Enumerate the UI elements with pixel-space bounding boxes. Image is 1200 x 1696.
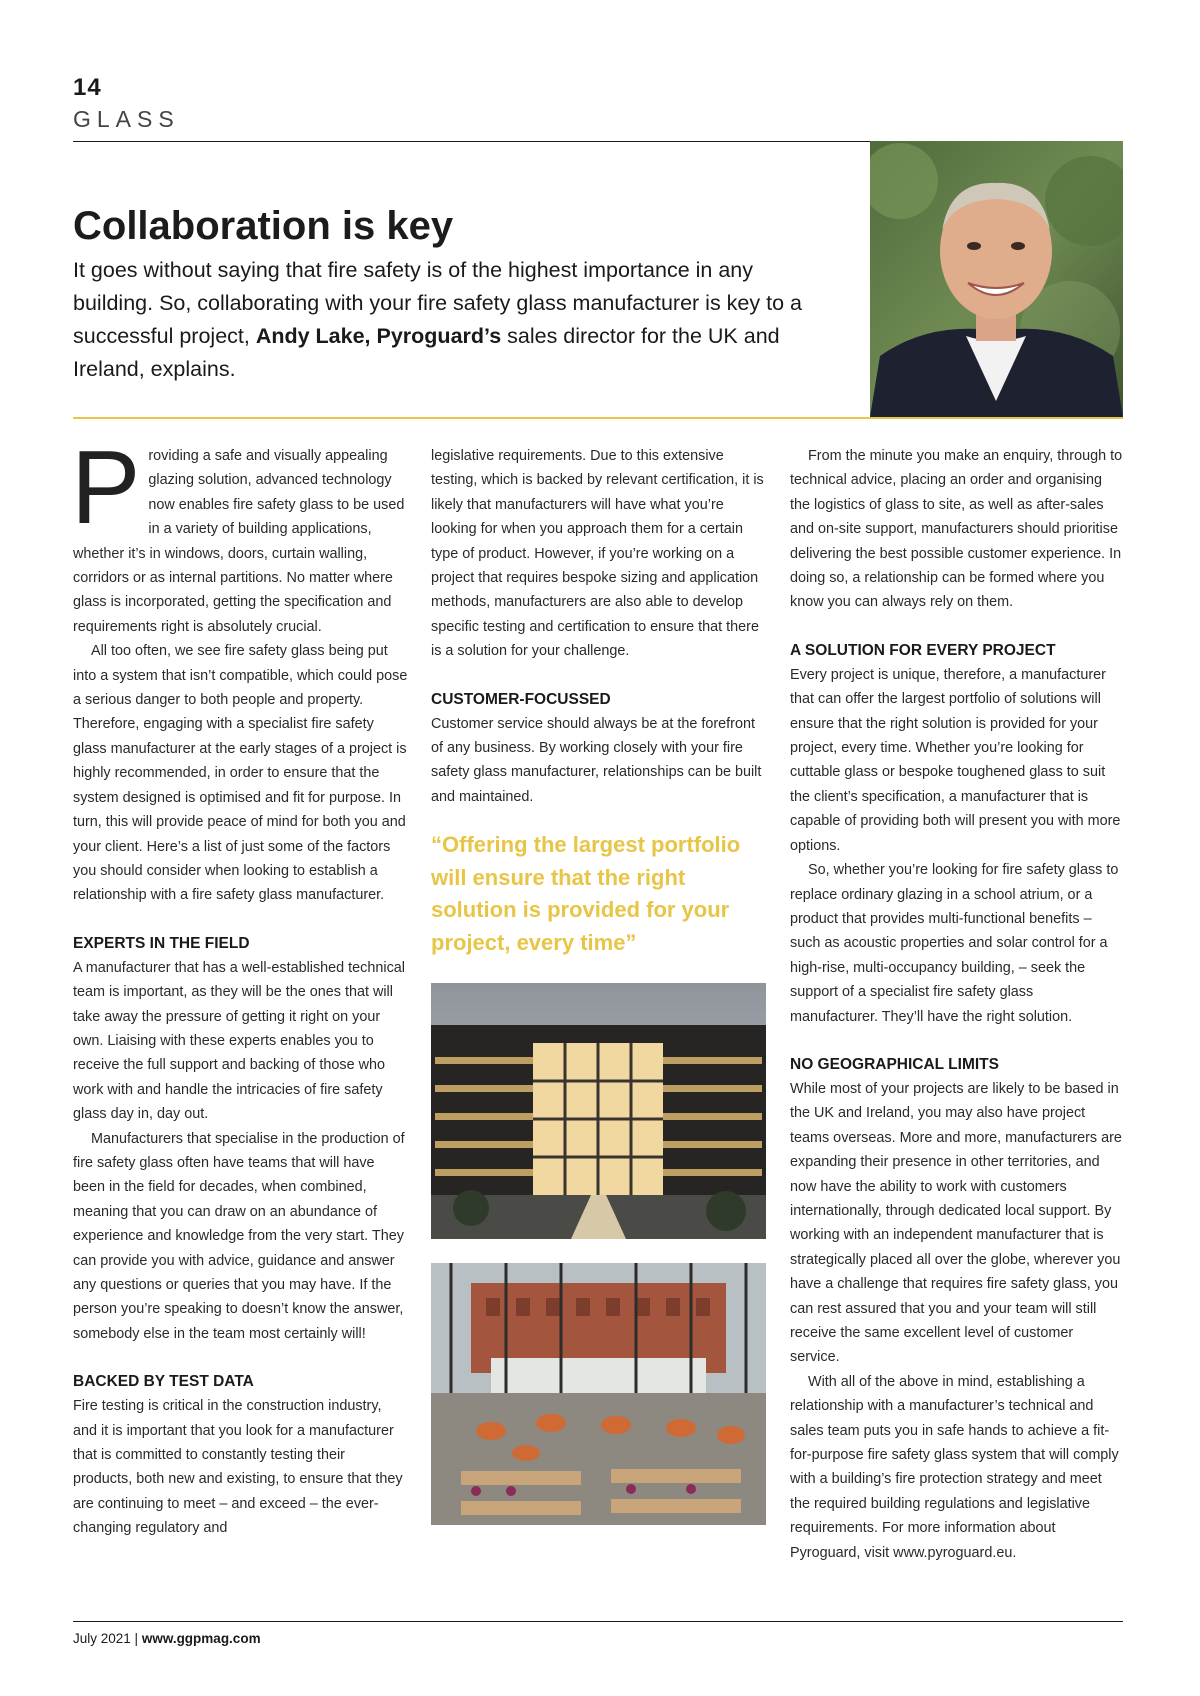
body-paragraph: From the minute you make an enquiry, through to technical advice, placing an order and organising the logistics of glass to site, as well as after-sales and on-site support, manufacturers should prioritise delivering the best possible customer experience. In doing so, a relationship can be formed where you know you can always rely on them. [790,448,1123,611]
article-column-3 [790,444,1125,1565]
section-label: GLASS [73,106,180,132]
page-number: 14 [73,74,102,101]
body-paragraph: With all of the above in mind, establishing a relationship with a manufacturer’s technical and sales team puts you in safe hands to achieve a fit-for-purpose fire safety glass system that will comply with a building’s fire protection strategy and meet the required building regulations and legislative requirements. For more information about Pyroguard, visit www.pyroguard.eu. [790,1373,1119,1561]
body-paragraph: Fire testing is critical in the construction industry, and it is important that you look for a manufacturer that is committed to constantly testing their products, both new and existing, to ensure that they are continuing to meet – and exceed – the ever-changing regulatory and [73,1398,403,1537]
bottom-divider [73,1621,1123,1622]
subheading-solution: A SOLUTION FOR EVERY PROJECT [790,641,1056,659]
article-headline: Collaboration is key [73,204,454,248]
subheading-test-data: BACKED BY TEST DATA [73,1373,254,1391]
building-exterior-illustration [431,983,766,1239]
article-column-2 [431,444,766,1525]
accent-divider [73,417,1123,419]
body-paragraph: legislative requirements. Due to this extensive testing, which is backed by relevant certification, it is likely that manufacturers will have what you’re looking for when you approach them for a certain type of product. However, if you’re working on a project that requires bespoke sizing and application methods, manufacturers are also able to develop specific testing and certification to ensure that there is a solution for your challenge. [431,448,764,660]
pull-quote: “Offering the largest portfolio will ensure that the right solution is provided for your project, every time” [431,832,741,955]
subheading-experts: EXPERTS IN THE FIELD [73,934,250,952]
footer-date: July 2021 [73,1631,131,1646]
body-paragraph: While most of your projects are likely to be based in the UK and Ireland, you may also have project teams overseas. More and more, manufacturers are expanding their presence in other territories, and now have the ability to work with customers internationally, through dedicated local support. By working with an independent manufacturer that is strategically placed all over the globe, wherever you have a challenge that requires fire safety glass, you can rest assured that you and your team will still receive the same excellent level of customer service. [790,1080,1122,1366]
atrium-interior-illustration [431,1263,766,1525]
intro-text: roviding a safe and visually appealing glazing solution, advanced technology now enables fire safety glass to be used in a variety of building applications, whether it’s in windows, doors, curtain walling, corridors or as internal partitions. No matter where glass is incorporated, getting the specification and requirements right is absolutely crucial. [73,448,405,635]
drop-cap: P [71,430,141,546]
subheading-customer-focussed: CUSTOMER-FOCUSSED [431,690,611,708]
standfirst-text-end: sales director for the UK and Ireland, explains. [73,324,780,381]
body-paragraph: So, whether you’re looking for fire safety glass to replace ordinary glazing in a school atrium, or a product that provides multi-functional benefits – such as acoustic properties and solar control for a high-rise, multi-occupancy building, – seek the support of a specialist fire safety glass manufacturer. They’ll have the right solution. [790,862,1119,1025]
body-paragraph: All too often, we see fire safety glass being put into a system that isn’t compatible, which could pose a serious danger to both people and property. Therefore, engaging with a specialist fire safety glass manufacturer at the early stages of a project is highly recommended, in order to ensure that the system designed is optimised and fit for purpose. In turn, this will provide peace of mind for both you and your client. Here’s a list of just some of the factors you should consider when looking to establish a relationship with a fire safety glass manufacturer. [73,643,408,904]
footer-url: www.ggpmag.com [141,1631,261,1646]
body-paragraph: A manufacturer that has a well-established technical team is important, as they will be the ones that will take away the pressure of getting it right on your own. Liaising with these experts enables you to receive the full support and backing of those who work with and handle the intricacies of fire safety glass day in, day out. [73,959,405,1123]
article-standfirst [73,254,833,386]
atrium-interior-photo [431,1263,766,1525]
standfirst-author: Andy Lake, Pyroguard’s [255,324,502,348]
article-column-1 [71,430,408,1541]
standfirst-text: It goes without saying that fire safety is of the highest importance in any building. So, collaborating with your fire safety glass manufacturer is key to a successful project, [73,258,802,348]
portrait-illustration [870,141,1123,417]
body-paragraph: Every project is unique, therefore, a manufacturer that can offer the largest portfolio of solutions will ensure that the right solution is provided for your project, every time. Whether you’re looking for cuttable glass or bespoke toughened glass to suit the client’s specification, a manufacturer that is capable of providing both will present you with more options. [790,666,1121,854]
intro-paragraph [71,430,408,639]
author-portrait-photo [870,141,1123,417]
body-paragraph: Manufacturers that specialise in the production of fire safety glass often have teams that will have been in the field for decades, when combined, meaning that you can draw on an abundance of experience and knowledge from the very start. They can provide you with advice, guidance and answer any questions or queries that you may have. If the person you’re speaking to doesn’t know the answer, somebody else in the team most certainly will! [73,1130,405,1342]
page-footer [73,1631,261,1646]
subheading-geographical: NO GEOGRAPHICAL LIMITS [790,1055,999,1073]
building-exterior-photo [431,983,766,1239]
body-paragraph: Customer service should always be at the forefront of any business. By working closely with your fire safety glass manufacturer, relationships can be built and maintained. [431,715,762,805]
footer-separator: | [130,1631,142,1646]
